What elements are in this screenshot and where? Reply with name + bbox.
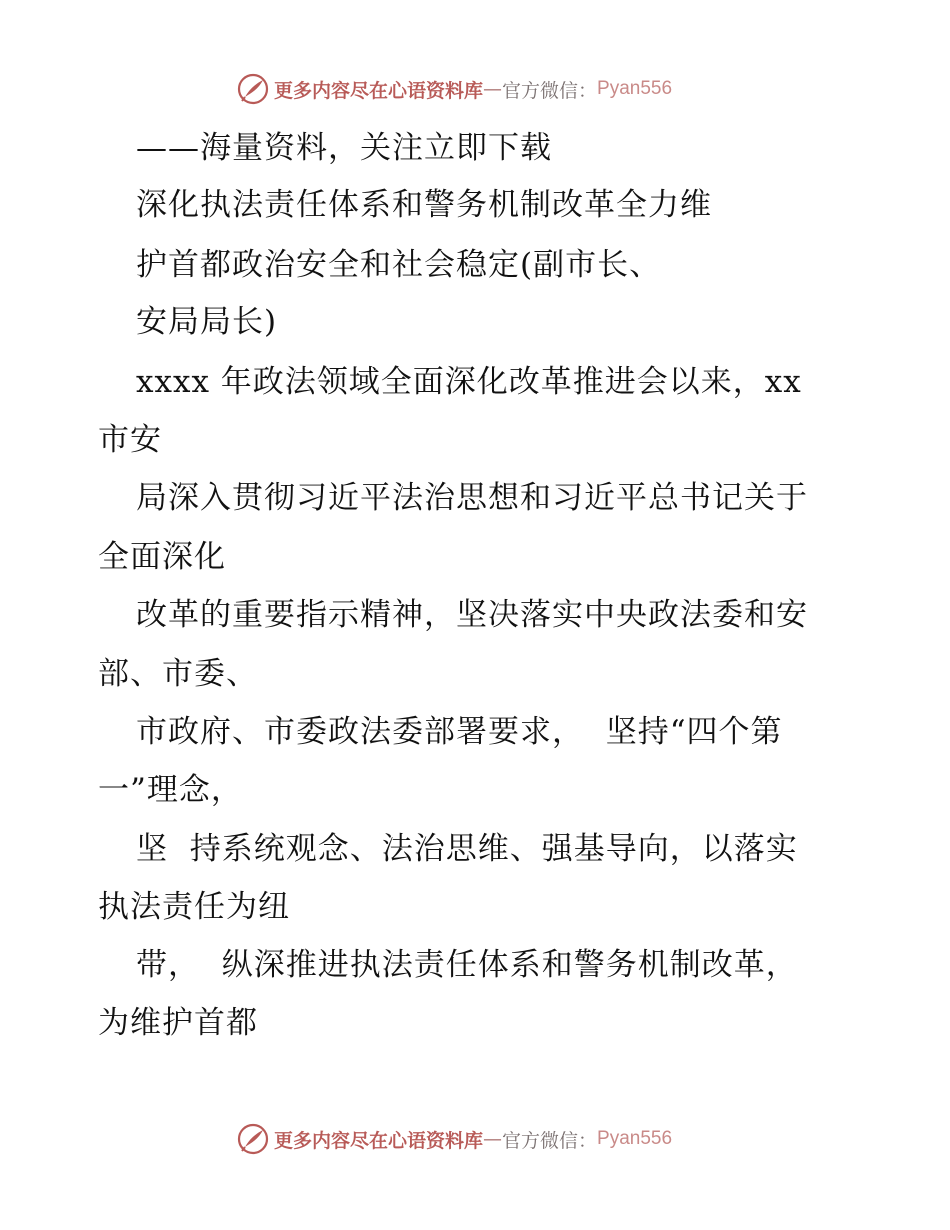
body-line-15: 带， 纵深推进执法责任体系和警务机制改革， xyxy=(136,947,798,983)
wechat-id: Pyan556 xyxy=(597,1128,673,1149)
body-line-16: 为维护首都 xyxy=(98,1005,258,1041)
header-watermark xyxy=(236,72,672,106)
body-line-11: 市政府、市委政法委部署要求， 坚持“四个第 xyxy=(136,714,783,750)
banner-separator: — xyxy=(483,1128,503,1150)
wechat-label: 官方微信： xyxy=(502,79,598,102)
footer-watermark xyxy=(236,1122,672,1156)
body-line-6: 市安 xyxy=(98,422,162,458)
body-line-3: 护首都政治安全和社会稳定(副市长、 xyxy=(136,247,662,283)
body-line-8: 全面深化 xyxy=(98,539,226,575)
body-line-12: 一”理念， xyxy=(98,772,243,808)
quill-logo-icon xyxy=(236,72,270,106)
body-line-14: 执法责任为纽 xyxy=(98,889,290,925)
wechat-label: 官方微信： xyxy=(502,1129,598,1152)
body-line-4: 安局局长) xyxy=(136,304,278,340)
banner-separator: — xyxy=(483,78,503,100)
body-line-10: 部、市委、 xyxy=(98,656,258,692)
brand-text: 更多内容尽在心语资料库 xyxy=(274,1129,484,1152)
body-line-9: 改革的重要指示精神，坚决落实中央政法委和安 xyxy=(136,597,808,633)
body-line-7: 局深入贯彻习近平法治思想和习近平总书记关于 xyxy=(136,480,808,516)
body-line-5: xxxx 年政法领域全面深化改革推进会以来，xx xyxy=(136,364,802,400)
quill-logo-icon xyxy=(236,1122,270,1156)
body-line-2: 深化执法责任体系和警务机制改革全力维 xyxy=(136,187,712,223)
body-line-1: ——海量资料，关注立即下载 xyxy=(136,130,552,166)
body-line-13: 坚 持系统观念、法治思维、强基导向，以落实 xyxy=(136,831,798,867)
brand-text: 更多内容尽在心语资料库 xyxy=(274,79,484,102)
wechat-id: Pyan556 xyxy=(597,78,673,99)
